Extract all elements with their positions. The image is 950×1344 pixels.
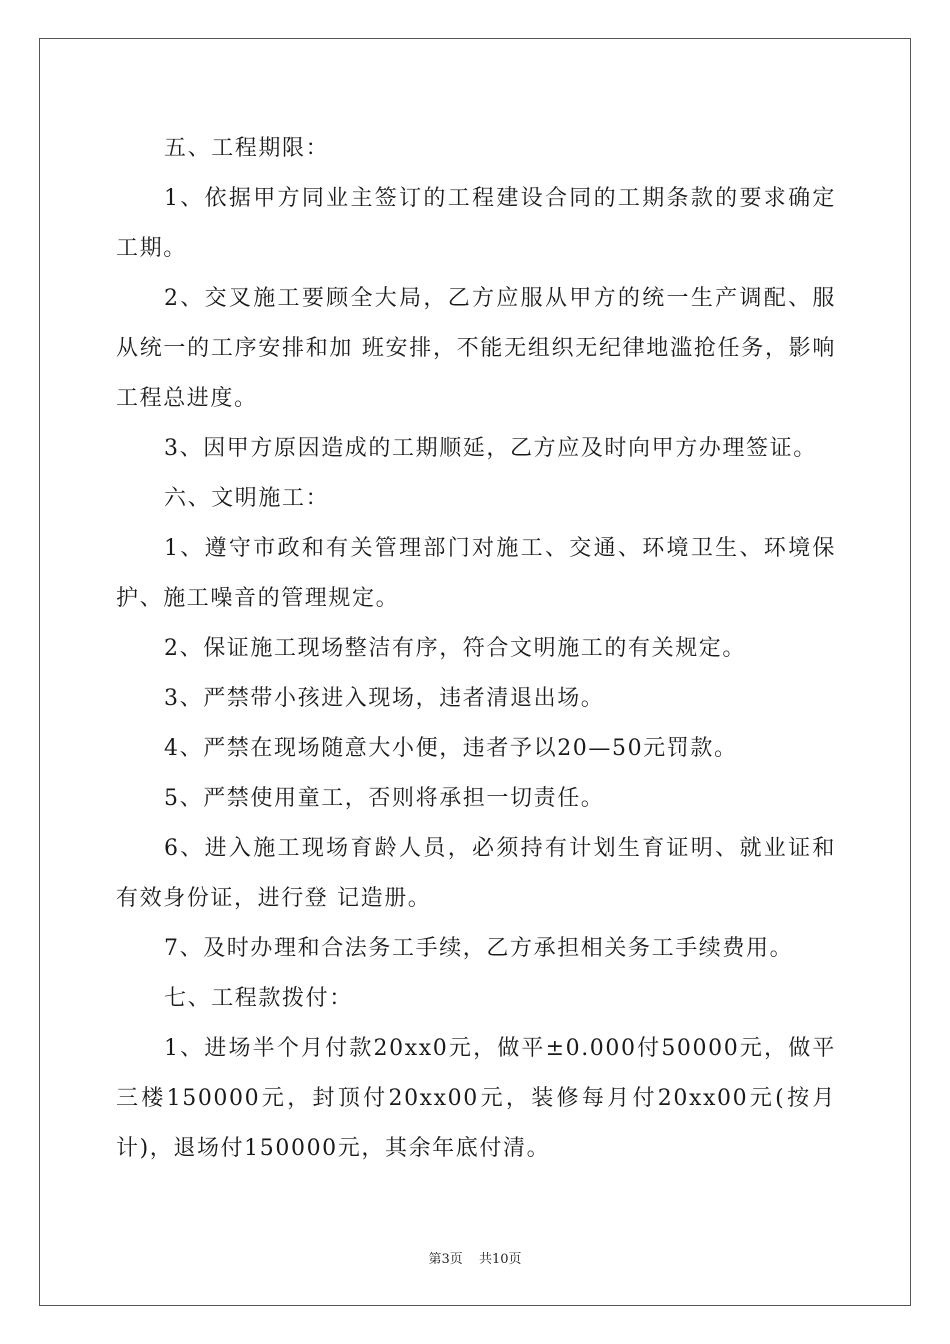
section-heading-payment: 七、工程款拨付： <box>164 986 353 1011</box>
document-body <box>116 124 836 1174</box>
civilized-clause-2: 2、保证施工现场整洁有序，符合文明施工的有关规定。 <box>164 636 746 661</box>
schedule-clause-1: 1、依据甲方同业主签订的工程建设合同的工期条款的要求确定工期。 <box>116 186 836 261</box>
payment-clause-1: 1、进场半个月付款20xx0元，做平±0.000付50000元，做平三楼150000元，封顶付20xx00元，装修每月付20xx00元(按月计)，退场付150000元，其余年底付清。 <box>116 1036 836 1161</box>
page-footer <box>0 1248 950 1267</box>
civilized-clause-7: 7、及时办理和合法务工手续，乙方承担相关务工手续费用。 <box>164 936 794 961</box>
civilized-clause-3: 3、严禁带小孩进入现场，违者清退出场。 <box>164 686 605 711</box>
section-heading-schedule: 五、工程期限： <box>164 136 330 161</box>
schedule-clause-2: 2、交叉施工要顾全大局，乙方应服从甲方的统一生产调配、服从统一的工序安排和加 班安排，不能无组织无纪律地滥抢任务，影响工程总进度。 <box>116 286 836 411</box>
civilized-clause-5: 5、严禁使用童工，否则将承担一切责任。 <box>164 786 605 811</box>
civilized-clause-1: 1、遵守市政和有关管理部门对施工、交通、环境卫生、环境保护、施工噪音的管理规定。 <box>116 536 836 611</box>
page-number: 第3页 <box>428 1252 463 1267</box>
total-pages: 共10页 <box>478 1252 522 1267</box>
civilized-clause-4: 4、严禁在现场随意大小便，违者予以20—50元罚款。 <box>164 736 738 761</box>
schedule-clause-3: 3、因甲方原因造成的工期顺延，乙方应及时向甲方办理签证。 <box>164 436 817 461</box>
civilized-clause-6: 6、进入施工现场育龄人员，必须持有计划生育证明、就业证和有效身份证，进行登 记造册。 <box>116 836 836 911</box>
section-heading-civilized-construction: 六、文明施工： <box>164 486 330 511</box>
